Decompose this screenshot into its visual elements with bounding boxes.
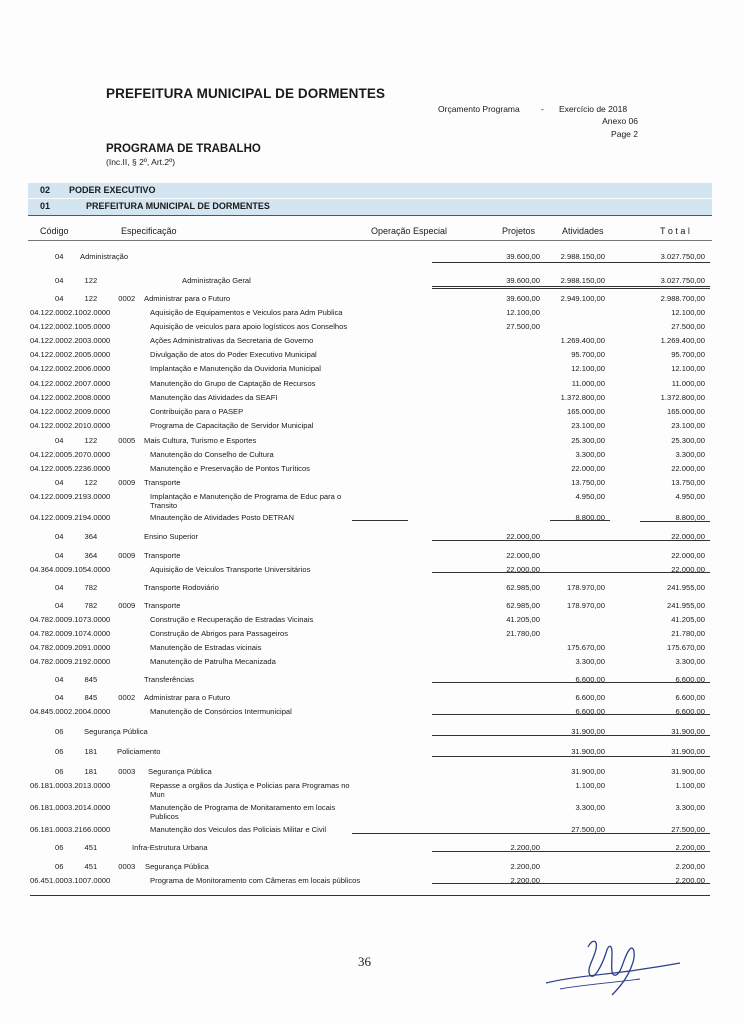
row-divider [432, 756, 710, 757]
row-specification: Aquisição de Equipamentos e Veiculos para Adm Publica [150, 308, 343, 317]
row-code: 06.451.0003.1007.0000 [30, 876, 111, 885]
row-total: 13.750,00 [671, 478, 705, 487]
row-total: 1.269.400,00 [660, 336, 705, 345]
row-total: 31.900,00 [671, 747, 705, 756]
program-title: PROGRAMA DE TRABALHO [106, 143, 261, 155]
row-atividades: 23.100,00 [571, 421, 605, 430]
row-projetos: 62.985,00 [506, 601, 540, 610]
row-specification: Ações Administrativas da Secretaria de Governo [150, 336, 314, 345]
row-code: 04.122.0002.2003.0000 [30, 336, 111, 345]
document-title: PREFEITURA MUNICIPAL DE DORMENTES [106, 86, 386, 101]
row-atividades: 178.970,00 [566, 583, 605, 592]
row-specification: Transporte [144, 478, 181, 487]
row-code: 06 [55, 727, 64, 736]
row-code: 06 451 0003 [55, 862, 136, 871]
row-projetos: 22.000,00 [506, 551, 540, 560]
row-total: 1.100,00 [675, 781, 705, 790]
band-poder-executivo [28, 183, 712, 198]
row-atividades: 4.950,00 [575, 492, 605, 501]
row-atividades: 31.900,00 [571, 767, 605, 776]
row-total: 241.955,00 [666, 583, 705, 592]
page-label: Page 2 [611, 129, 638, 139]
row-divider [432, 735, 710, 736]
row-code: 04.122.0002.1005.0000 [30, 322, 111, 331]
row-specification: Manutenção de Estradas vicinais [150, 643, 262, 652]
row-total: 241.955,00 [666, 601, 705, 610]
row-total: 31.900,00 [671, 767, 705, 776]
row-atividades: 3.300,00 [575, 657, 605, 666]
header-dash: - [541, 104, 544, 114]
row-atividades: 22.000,00 [571, 464, 605, 473]
row-specification: Manutenção de Patrulha Mecanizada [150, 657, 276, 666]
row-atividades: 1.372.800,00 [560, 393, 605, 402]
row-total: 12.100,00 [671, 308, 705, 317]
row-code: 04 122 [55, 276, 98, 285]
row-specification: Administrar para o Futuro [144, 294, 231, 303]
row-total: 2.200,00 [675, 843, 705, 852]
row-code: 04.122.0005.2070.0000 [30, 450, 111, 459]
row-total: 1.372.800,00 [660, 393, 705, 402]
col-total: T o t a l [660, 226, 690, 236]
row-atividades: 6.600,00 [575, 707, 605, 716]
row-projetos: 12.100,00 [506, 308, 540, 317]
row-code: 04.364.0009.1054.0000 [30, 565, 111, 574]
row-code: 04 122 0009 [55, 478, 136, 487]
row-specification: Transporte [144, 601, 181, 610]
row-code: 06 181 [55, 747, 98, 756]
row-code: 06.181.0003.2013.0000 [30, 781, 111, 790]
program-subtitle: (Inc.II, § 2º, Art.2º) [106, 157, 176, 167]
row-total: 3.300,00 [675, 657, 705, 666]
row-divider [432, 851, 710, 852]
row-divider [432, 262, 710, 263]
row-divider [640, 521, 710, 522]
row-projetos: 39.600,00 [506, 252, 540, 261]
row-projetos: 2.200,00 [510, 843, 540, 852]
row-total: 6.600,00 [675, 675, 705, 684]
row-specification: Repasse a orgãos da Justiça e Policias para Programas no Mun [150, 781, 350, 799]
row-atividades: 1.269.400,00 [560, 336, 605, 345]
row-code: 04.782.0009.2091.0000 [30, 643, 111, 652]
row-atividades: 3.300,00 [575, 803, 605, 812]
row-divider [352, 833, 710, 834]
row-total: 41.205,00 [671, 615, 705, 624]
row-specification: Ensino Superior [144, 532, 199, 541]
row-total: 22.000,00 [671, 464, 705, 473]
row-code: 04.122.0002.2007.0000 [30, 379, 111, 388]
row-total: 8.800,00 [675, 513, 705, 522]
row-total: 11.000,00 [671, 379, 705, 388]
row-atividades: 11.000,00 [571, 379, 605, 388]
row-code: 04 364 0009 [55, 551, 136, 560]
row-specification: Segurança Pública [148, 767, 212, 776]
row-code: 06.181.0003.2166.0000 [30, 825, 111, 834]
row-specification: Manutenção de Programa de Monitaramento em locais Publicos [150, 803, 336, 821]
row-specification: Manutenção das Atividades da SEAFI [150, 393, 278, 402]
row-total: 2.200,00 [675, 876, 705, 885]
row-atividades: 3.300,00 [575, 450, 605, 459]
row-atividades: 1.100,00 [575, 781, 605, 790]
row-specification: Administração Geral [182, 276, 251, 285]
row-total: 175.670,00 [666, 643, 705, 652]
row-code: 04.122.0009.2194.0000 [30, 513, 111, 522]
row-projetos: 27.500,00 [506, 322, 540, 331]
row-code: 04 122 0005 [55, 436, 136, 445]
row-specification: Transporte [144, 551, 181, 560]
row-total: 95.700,00 [671, 350, 705, 359]
row-atividades: 6.600,00 [575, 675, 605, 684]
row-divider [432, 714, 710, 715]
row-code: 04.122.0002.2010.0000 [30, 421, 111, 430]
row-code: 04.845.0002.2004.0000 [30, 707, 111, 716]
band-label: PODER EXECUTIVO [69, 185, 156, 195]
row-specification: Policiamento [117, 747, 161, 756]
row-total: 12.100,00 [671, 364, 705, 373]
row-atividades: 13.750,00 [571, 478, 605, 487]
row-code: 04 [55, 252, 64, 261]
row-projetos: 21.780,00 [506, 629, 540, 638]
row-atividades: 2.988.150,00 [560, 276, 605, 285]
row-specification: Manutenção dos Veiculos das Policiais Militar e Civil [150, 825, 327, 834]
row-atividades: 6.600,00 [575, 693, 605, 702]
row-specification: Construção e Recuperação de Estradas Vicinais [150, 615, 314, 624]
row-specification: Construção de Abrigos para Passageiros [150, 629, 289, 638]
row-total: 3.027.750,00 [660, 252, 705, 261]
header-divider [28, 240, 712, 241]
row-divider [550, 520, 610, 521]
col-codigo: Código [40, 226, 69, 236]
row-code: 04 845 0002 [55, 693, 136, 702]
row-total: 22.000,00 [671, 565, 705, 574]
row-specification: Manutenção de Consórcios Intermunicipal [150, 707, 292, 716]
row-specification: Aquisição de Veiculos Transporte Universitários [150, 565, 311, 574]
row-code: 04.122.0002.2005.0000 [30, 350, 111, 359]
row-divider [432, 572, 710, 573]
band-prefeitura [28, 199, 712, 216]
row-total: 31.900,00 [671, 727, 705, 736]
band-code: 02 [40, 185, 51, 195]
row-code: 04 782 [55, 583, 98, 592]
row-total: 25.300,00 [671, 436, 705, 445]
row-divider [432, 540, 710, 541]
row-divider [30, 895, 710, 896]
row-code: 06 181 0003 [55, 767, 136, 776]
row-code: 04 122 0002 [55, 294, 136, 303]
row-divider [432, 286, 710, 287]
row-code: 06 451 [55, 843, 98, 852]
row-specification: Transporte Rodoviário [144, 583, 219, 592]
row-specification: Programa de Capacitação de Servidor Municipal [150, 421, 314, 430]
row-total: 6.600,00 [675, 707, 705, 716]
orcamento-label: Orçamento Programa [438, 104, 520, 114]
row-atividades: 31.900,00 [571, 747, 605, 756]
row-specification: Segurança Pública [84, 727, 148, 736]
band-code: 01 [40, 201, 51, 211]
row-projetos: 39.600,00 [506, 276, 540, 285]
row-code: 04.782.0009.1073.0000 [30, 615, 111, 624]
row-total: 2.988.700,00 [660, 294, 705, 303]
page-number: 36 [358, 954, 371, 969]
row-total: 23.100,00 [671, 421, 705, 430]
row-code: 04 782 0009 [55, 601, 136, 610]
row-total: 27.500,00 [671, 322, 705, 331]
row-total: 22.000,00 [671, 532, 705, 541]
row-projetos: 2.200,00 [510, 862, 540, 871]
col-operacao-especial: Operação Especial [371, 226, 448, 236]
row-specification: Administrar para o Futuro [144, 693, 231, 702]
col-especificacao: Especificação [121, 226, 177, 236]
row-code: 04.122.0005.2236.0000 [30, 464, 111, 473]
anexo-label: Anexo 06 [602, 116, 638, 126]
row-total: 3.300,00 [675, 450, 705, 459]
row-atividades: 27.500,00 [571, 825, 605, 834]
row-divider [352, 520, 408, 521]
row-projetos: 22.000,00 [506, 565, 540, 574]
row-divider [432, 288, 710, 289]
row-total: 3.300,00 [675, 803, 705, 812]
row-specification: Contribuição para o PASEP [150, 407, 244, 416]
row-specification: Implantação e Manutenção de Programa de Educ para o Transito [150, 492, 342, 510]
col-atividades: Atividades [562, 226, 604, 236]
row-total: 2.200,00 [675, 862, 705, 871]
row-atividades: 175.670,00 [566, 643, 605, 652]
row-specification: Infra-Estrutura Urbana [132, 843, 208, 852]
row-atividades: 31.900,00 [571, 727, 605, 736]
row-total: 22.000,00 [671, 551, 705, 560]
row-atividades: 165.000,00 [566, 407, 605, 416]
row-code: 04 364 [55, 532, 98, 541]
row-divider [432, 883, 710, 884]
col-projetos: Projetos [502, 226, 536, 236]
row-specification: Manutenção do Conselho de Cultura [150, 450, 274, 459]
row-projetos: 41.205,00 [506, 615, 540, 624]
row-code: 04.122.0002.1002.0000 [30, 308, 111, 317]
row-specification: Manutenção do Grupo de Captação de Recursos [150, 379, 316, 388]
row-code: 04.122.0002.2006.0000 [30, 364, 111, 373]
row-total: 6.600,00 [675, 693, 705, 702]
row-atividades: 8.800,00 [575, 513, 605, 522]
row-total: 3.027.750,00 [660, 276, 705, 285]
row-specification: Mais Cultura, Turismo e Esportes [144, 436, 257, 445]
signature-image [540, 925, 690, 1005]
row-atividades: 12.100,00 [571, 364, 605, 373]
row-projetos: 22.000,00 [506, 532, 540, 541]
row-code: 04 845 [55, 675, 98, 684]
row-specification: Implantação e Manutenção da Ouvidoria Municipal [150, 364, 321, 373]
row-atividades: 2.988.150,00 [560, 252, 605, 261]
row-atividades: 95.700,00 [571, 350, 605, 359]
row-specification: Divulgação de atos do Poder Executivo Municipal [150, 350, 317, 359]
row-total: 165.000,00 [666, 407, 705, 416]
row-total: 21.780,00 [671, 629, 705, 638]
row-projetos: 62.985,00 [506, 583, 540, 592]
row-specification: Aquisição de veiculos para apoio logísticos aos Conselhos [150, 322, 348, 331]
row-specification: Transferências [144, 675, 194, 684]
row-specification: Manutenção e Preservação de Pontos Turíticos [150, 464, 310, 473]
exercicio-label: Exercício de 2018 [559, 104, 628, 114]
row-code: 04.782.0009.2192.0000 [30, 657, 111, 666]
row-code: 04.782.0009.1074.0000 [30, 629, 111, 638]
row-code: 04.122.0009.2193.0000 [30, 492, 111, 501]
row-specification: Segurança Pública [145, 862, 209, 871]
row-atividades: 25.300,00 [571, 436, 605, 445]
row-code: 06.181.0003.2014.0000 [30, 803, 111, 812]
row-specification: Mnautenção de Atividades Posto DETRAN [150, 513, 294, 522]
row-specification: Programa de Monitoramento com Câmeras em locais públicos [150, 876, 361, 885]
row-code: 04.122.0002.2008.0000 [30, 393, 111, 402]
row-code: 04.122.0002.2009.0000 [30, 407, 111, 416]
row-divider [432, 682, 710, 683]
band-label: PREFEITURA MUNICIPAL DE DORMENTES [86, 201, 270, 211]
row-atividades: 178.970,00 [566, 601, 605, 610]
row-projetos: 2.200,00 [510, 876, 540, 885]
row-specification: Administração [80, 252, 129, 261]
row-total: 27.500,00 [671, 825, 705, 834]
row-atividades: 2.949.100,00 [560, 294, 605, 303]
row-total: 4.950,00 [675, 492, 705, 501]
row-projetos: 39.600,00 [506, 294, 540, 303]
